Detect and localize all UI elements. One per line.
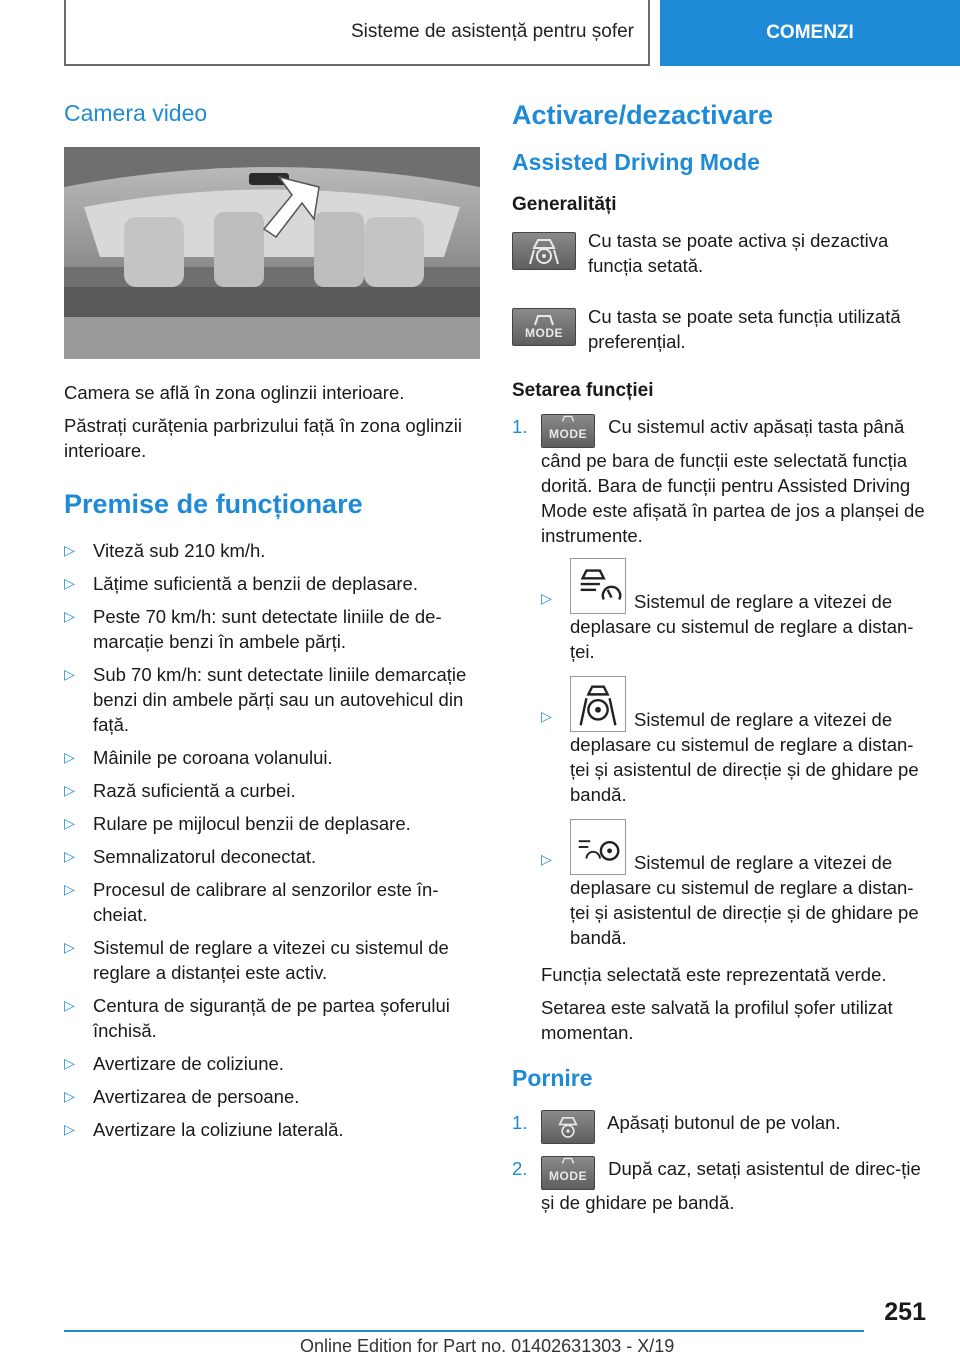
list-item: ▷ Sistemul de reglare a vitezei cu sistemul de reglare a distanței este activ. [64, 937, 449, 983]
list-item: ▷ Rază suficientă a curbei. [64, 780, 296, 801]
steering-assist-button-icon [541, 1110, 595, 1144]
list-item: 1. Apăsați butonul de pe volan. [512, 1110, 932, 1144]
general-text-1: Cu tasta se poate activa și dezactiva funcția setată. [588, 230, 889, 276]
note-1: Funcția selectată este reprezentată verde. [541, 964, 887, 985]
footer-divider [64, 1330, 864, 1332]
general-row-1 [512, 228, 932, 286]
triangle-bullet-icon: ▷ [64, 542, 75, 558]
triangle-bullet-icon: ▷ [64, 815, 75, 831]
triangle-bullet-icon: ▷ [64, 1088, 75, 1104]
list-item: ▷ Sistemul de reglare a vitezei de deplasare cu sistemul de reglare a distan-ței și asistentul de direcție și de ghidare pe bandă. [541, 819, 932, 950]
list-item: ▷ Semnalizatorul deconectat. [64, 846, 317, 867]
page-number: 251 [884, 1298, 926, 1326]
triangle-bullet-icon: ▷ [541, 851, 552, 867]
list-item: 1. MODE Cu sistemul activ apăsați tasta până când pe bara de funcții este selectată funcția dorită. Bara de funcții pentru Assisted Driving Mode este afișată în partea de jos a planșei de instrumente. ▷ Sistemul de reglare a vitezei de deplasare cu sistemul de reglare a distan-ței. ▷ Sistemul de reglare a vitezei de deplasare cu sistemul de reglare a distan-ței și asistentul de direcție și de ghidare pe bandă. ▷ Sistemul de reglare a vitezei de deplasare cu sistemul de reglare a distan-ței și asistentul de direcție și de ghidare pe bandă. Funcția selectată este reprezentată verde. Setarea este salvată la profilul șofer utilizat momentan. [512, 414, 932, 1045]
triangle-bullet-icon: ▷ [64, 997, 75, 1013]
general-text-2: Cu tasta se poate seta funcția utilizată preferențial. [588, 306, 901, 352]
left-column [64, 100, 480, 1150]
triangle-bullet-icon: ▷ [64, 749, 75, 765]
list-item: ▷ Sistemul de reglare a vitezei de deplasare cu sistemul de reglare a distan-ței și asistentul de direcție și de ghidare pe bandă. [541, 676, 932, 807]
mode-button-icon: MODE [512, 308, 576, 346]
steering-lane-assist-icon [570, 676, 626, 732]
triangle-bullet-icon: ▷ [64, 608, 75, 624]
list-item: ▷ Avertizare de coliziune. [64, 1053, 284, 1074]
list-item: ▷ Mâinile pe coroana volanului. [64, 747, 333, 768]
start-steps [512, 1110, 932, 1215]
assisted-driving-title: Assisted Driving Mode [512, 149, 760, 175]
general-row-2 [512, 304, 932, 362]
list-item: ▷ Sub 70 km/h: sunt detectate liniile demarcație benzi din ambele părți sau un autovehicul din față. [64, 664, 467, 735]
steering-assist-button-icon [512, 232, 576, 270]
list-item: ▷ Avertizarea de persoane. [64, 1086, 300, 1107]
list-item: 2. MODE După caz, setați asistentul de direc-ție și de ghidare pe bandă. [512, 1158, 921, 1213]
triangle-bullet-icon: ▷ [64, 1121, 75, 1137]
list-item: ▷ Sistemul de reglare a vitezei de deplasare cu sistemul de reglare a distan-ței. [541, 558, 932, 664]
triangle-bullet-icon: ▷ [64, 881, 75, 897]
camera-paragraph-2: Păstrați curățenia parbrizului față în zona oglinzii interioare. [64, 415, 462, 461]
list-item: ▷ Procesul de calibrare al senzorilor este în-cheiat. [64, 879, 439, 925]
triangle-bullet-icon: ▷ [64, 848, 75, 864]
triangle-bullet-icon: ▷ [541, 708, 552, 724]
edition-info: Online Edition for Part no. 01402631303 - X/19 [300, 1336, 675, 1356]
chapter-tab[interactable]: COMENZI [660, 0, 960, 66]
general-title: Generalități [512, 194, 617, 215]
list-item: ▷ Viteză sub 210 km/h. [64, 540, 266, 561]
activation-title: Activare/dezactivare [512, 100, 774, 130]
cruise-steering-icon [570, 819, 626, 875]
setting-steps [512, 414, 932, 1045]
list-item: ▷ Lățime suficientă a benzii de deplasare. [64, 573, 418, 594]
mode-button-icon: MODE [541, 414, 595, 448]
list-item: ▷ Rulare pe mijlocul benzii de deplasare. [64, 813, 411, 834]
premise-list [64, 538, 480, 1142]
function-options [541, 558, 932, 950]
start-title: Pornire [512, 1065, 593, 1091]
premise-title: Premise de funcționare [64, 489, 363, 519]
triangle-bullet-icon: ▷ [64, 782, 75, 798]
note-2: Setarea este salvată la profilul șofer utilizat momentan. [541, 997, 893, 1043]
triangle-bullet-icon: ▷ [64, 575, 75, 591]
list-item: ▷ Avertizare la coliziune laterală. [64, 1119, 344, 1140]
setting-title: Setarea funcției [512, 380, 654, 401]
mode-button-icon: MODE [541, 1156, 595, 1190]
section-title: Sisteme de asistență pentru șofer [64, 0, 650, 66]
camera-location-photo [64, 147, 480, 359]
triangle-bullet-icon: ▷ [64, 666, 75, 682]
camera-paragraph-1: Camera se află în zona oglinzii interioare. [64, 382, 405, 403]
triangle-bullet-icon: ▷ [64, 1055, 75, 1071]
page-header [0, 0, 960, 66]
list-item: ▷ Centura de siguranță de pe partea șoferului închisă. [64, 995, 450, 1041]
distance-cruise-icon [570, 558, 626, 614]
camera-title: Camera video [64, 100, 208, 126]
triangle-bullet-icon: ▷ [541, 590, 552, 606]
triangle-bullet-icon: ▷ [64, 939, 75, 955]
right-column [512, 100, 932, 1227]
list-item: ▷ Peste 70 km/h: sunt detectate liniile de de-marcație benzi în ambele părți. [64, 606, 442, 652]
